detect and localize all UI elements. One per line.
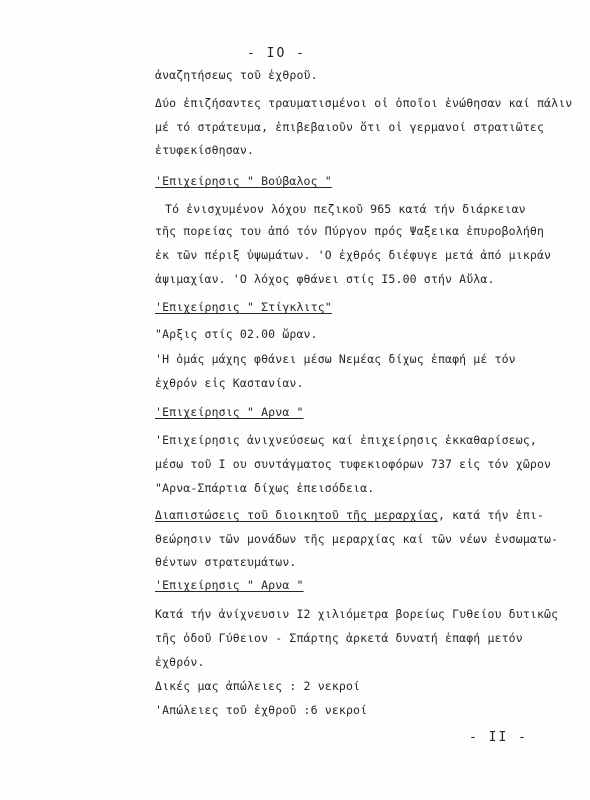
text-line: μέσω τοῦ I ου συντάγματος τυφεκιοφόρων 737 εἰς τόν χῶρον (155, 457, 552, 471)
text-line: μέ τό στράτευμα, ἐπιβεβαιοῦν ὅτι οἱ γερμανοί στρατιῶτες (155, 120, 545, 134)
section-heading: 'Επιχείρησις " Αρνα " (155, 405, 304, 419)
text-line: ἐκ τῶν πέριξ ὑψωμάτων. 'Ο ἐχθρός διέφυγε μετά ἀπό μικράν (155, 248, 552, 262)
section-heading: 'Επιχείρησις " Αρνα " (155, 578, 304, 592)
page-number-top: - IO - (247, 46, 306, 61)
text-line-underlined: Διαπιστώσεις τοῦ διοικητοῦ τῆς μεραρχίας, κατά τήν ἐπι- (155, 508, 545, 522)
text-line: Δύο ἐπιζήσαντες τραυματισμένοι οἱ ὁποῖοι ἑνώθησαν καί πάλιν (155, 96, 573, 110)
text-line: 'Επιχείρησις ἀνιχνεύσεως καί ἐπιχείρησις ἐκκαθαρίσεως, (155, 433, 537, 447)
text-line: 'Η ὁμάς μάχης φθάνει μέσω Νεμέας δίχως ἐπαφή μέ τόν (155, 352, 516, 366)
text-line: ἐχθρόν εἰς Καστανίαν. (155, 376, 304, 390)
text-line: "Αρνα-Σπάρτια δίχως ἐπεισόδεια. (155, 481, 375, 495)
text-line: Τό ἐνισχυμένον λόχου πεζικοῦ 965 κατά τήν διάρκειαν (165, 202, 526, 216)
text-line: ἐτυφεκίσθησαν. (155, 143, 255, 157)
text-line: 'Απώλειες τοῦ ἐχθροῦ :6 νεκροί (155, 703, 368, 717)
text-line: ἀψιμαχίαν. 'Ο λόχος φθάνει στίς I5.00 στήν Αὔλα. (155, 272, 495, 286)
text-line: ἀναζητήσεως τοῦ ἐχθροῦ. (155, 68, 318, 82)
text-line: τῆς πορείας του ἀπό τόν Πύργον πρός Ψαξεικα ἐπυροβολήθη (155, 224, 545, 238)
page-number-bottom: - II - (469, 730, 528, 745)
text-line: ἐχθρόν. (155, 655, 205, 669)
text-line: Κατά τήν ἀνίχνευσιν I2 χιλιόμετρα βορείως Γυθείου δυτικῶς (155, 607, 559, 621)
text-line: Δικές μας ἀπώλειες : 2 νεκροί (155, 679, 361, 693)
text-line: θέντων στρατευμάτων. (155, 555, 297, 569)
text-line: θεώρησιν τῶν μονάδων τῆς μεραρχίας καί τῶν νέων ἐνσωματω- (155, 532, 559, 546)
text-line: τῆς ὁδοῦ Γύθειον - Σπάρτης ἀρκετά δυνατή ἐπαφή μετόν (155, 631, 523, 645)
text-line: "Αρξις στίς 02.00 ὥραν. (155, 327, 318, 341)
section-heading: 'Επιχείρησις " Στίγκλιτς" (155, 300, 332, 314)
section-heading: 'Επιχείρησις " Βούβαλος " (155, 174, 332, 188)
